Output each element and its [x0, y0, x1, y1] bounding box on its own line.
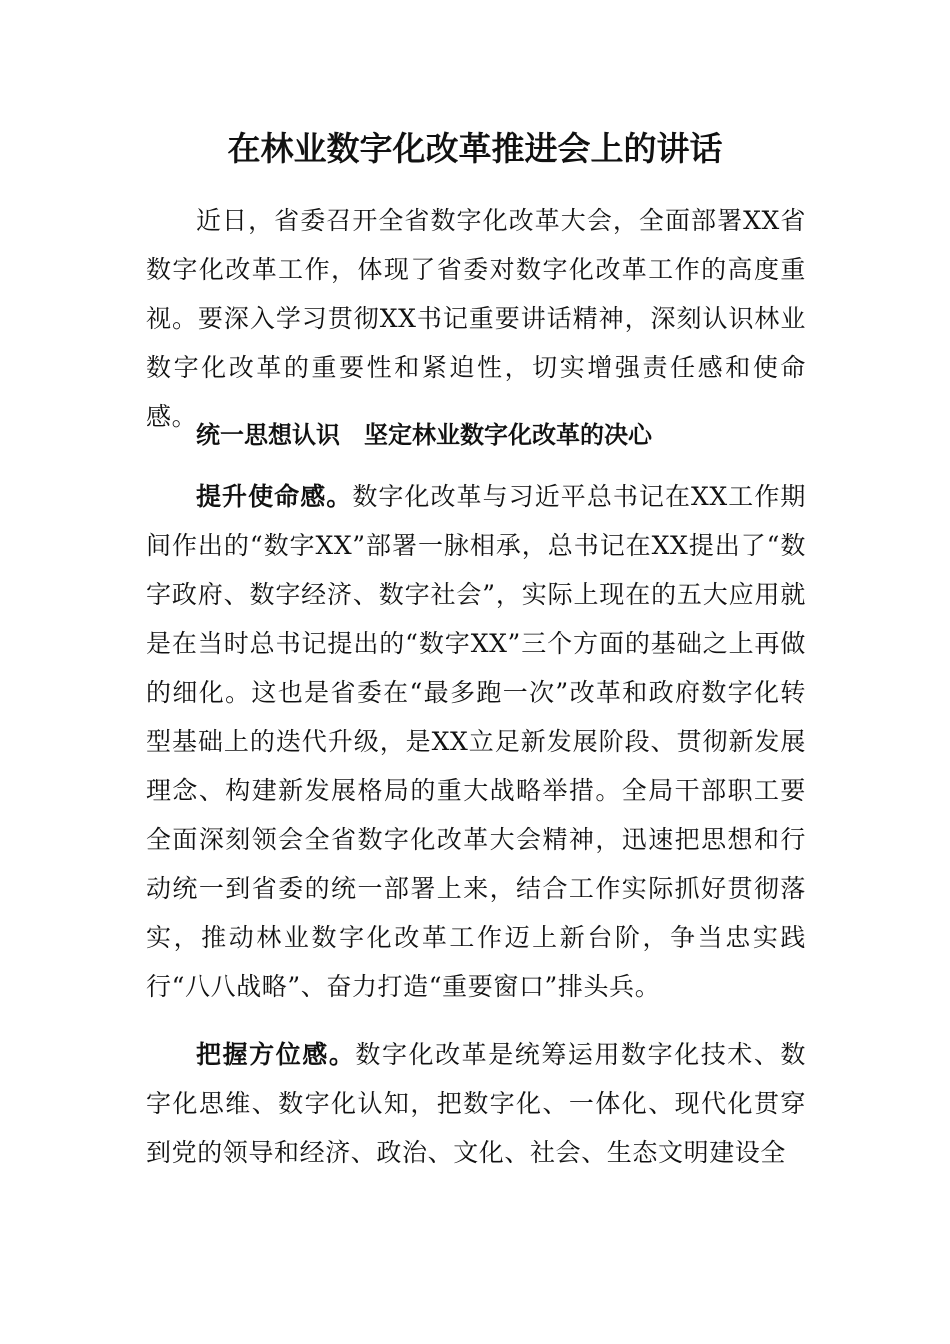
- paragraph-mission-lead: 提升使命感。: [196, 482, 353, 511]
- paragraph-mission-body: 数字化改革与习近平总书记在XX工作期间作出的“数字XX”部署一脉相承，总书记在XX提出了“数字政府、数字经济、数字社会”，实际上现在的五大应用就是在当时总书记提出的“数字XX”三个方面的基础之上再做的细化。这也是省委在“最多跑一次”改革和政府数字化转型基础上的迭代升级，是XX立足新发展阶段、贯彻新发展理念、构建新发展格局的重大战略举措。全局干部职工要全面深刻领会全省数字化改革大会精神，迅速把思想和行动统一到省委的统一部署上来，结合工作实际抓好贯彻落实，推动林业数字化改革工作迈上新台阶，争当忠实践行“八八战略”、奋力打造“重要窗口”排头兵。: [146, 482, 806, 1001]
- paragraph-mission-block: [146, 472, 806, 1011]
- document-title: 在林业数字化改革推进会上的讲话: [227, 129, 723, 168]
- paragraph-orientation-body: 数字化改革是统筹运用数字化技术、数字化思维、数字化认知，把数字化、一体化、现代化贯穿到党的领导和经济、政治、文化、社会、生态文明建设全: [146, 1040, 807, 1167]
- section-heading: 统一思想认识 坚定林业数字化改革的决心: [196, 420, 652, 449]
- intro-paragraph-block: [146, 196, 806, 441]
- paragraph-mission: [146, 472, 806, 1011]
- intro-paragraph: 近日，省委召开全省数字化改革大会，全面部署XX省数字化改革工作，体现了省委对数字化改革工作的高度重视。要深入学习贯彻XX书记重要讲话精神，深刻认识林业数字化改革的重要性和紧迫性，切实增强责任感和使命感。: [146, 206, 806, 431]
- paragraph-orientation-block: [146, 1030, 806, 1177]
- paragraph-orientation-lead: 把握方位感。: [196, 1040, 356, 1069]
- paragraph-orientation: [146, 1030, 806, 1177]
